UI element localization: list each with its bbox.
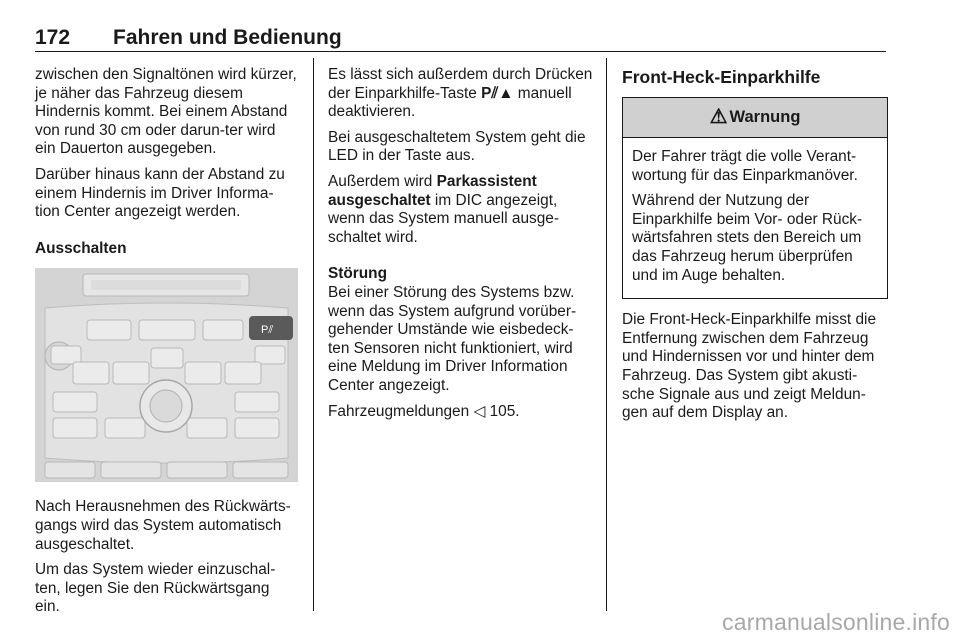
subheading-stoerung: Störung (328, 265, 387, 283)
parking-button-icon (249, 316, 293, 340)
paragraph: Bei ausgeschaltetem System geht die LED in der Taste aus. (328, 128, 586, 165)
warning-header (623, 98, 887, 138)
column-left (35, 66, 298, 624)
chapter-title: Fahren und Bedienung (113, 26, 342, 49)
paragraph: Darüber hinaus kann der Abstand zu einem Hindernis im Driver Informa-tion Center angezeigt werden. (35, 165, 285, 221)
warning-icon: ⚠ (709, 106, 728, 129)
center-console-figure (35, 268, 298, 482)
warning-box (622, 97, 888, 299)
paragraph: Es lässt sich außerdem durch Drücken der Einparkhilfe-Taste P⫽▲ manuell deaktivieren. (328, 66, 593, 121)
warning-text: Während der Nutzung der Einparkhilfe beim Vor- oder Rück-wärtsfahren stets den Bereich um das Fahrzeug herum überprüfen und im Auge behalten. (632, 192, 863, 284)
paragraph: Um das System wieder einzuschal-ten, legen Sie den Rückwärtsgang ein. (35, 561, 276, 616)
subheading-ausschalten: Ausschalten (35, 239, 127, 257)
paragraph: Nach Herausnehmen des Rückwärts-gangs wird das System automatisch ausgeschaltet. (35, 498, 291, 553)
warning-label: Warnung (729, 108, 801, 127)
warning-body (623, 138, 887, 298)
paragraph: Außerdem wird Parkassistent ausgeschaltet im DIC angezeigt, wenn das System manuell ausge-schaltet wird. (328, 172, 559, 246)
column-divider (606, 58, 607, 611)
cross-reference: Fahrzeugmeldungen ◁ 105. (328, 402, 520, 420)
parking-assist-icon: P⫽▲ (481, 84, 514, 102)
paragraph: Die Front-Heck-Einparkhilfe misst die Entfernung zwischen dem Fahrzeug und Hindernissen vor und hinter dem Fahrzeug. Das System gibt akusti-sche Signale aus und zeigt Meldun-gen auf dem Display an. (622, 311, 877, 422)
page-number: 172 (35, 26, 71, 49)
column-middle (328, 66, 594, 428)
column-right (622, 66, 888, 430)
column-divider (313, 58, 314, 611)
warning-text: Der Fahrer trägt die volle Verant-wortung für das Einparkmanöver. (632, 148, 858, 184)
dic-message: Parkassistent ausgeschaltet (328, 172, 537, 209)
paragraph: Bei einer Störung des Systems bzw. wenn das System aufgrund vorüber-gehender Umstände wie eisbedeck-ten Sensoren nicht funktioniert, wird eine Meldung im Driver Information Center angezeigt. (328, 283, 577, 394)
console-illustration (35, 268, 298, 482)
watermark: carmanualsonline.info (722, 609, 950, 635)
svg-text:P⫽: P⫽ (261, 324, 274, 337)
section-title: Front-Heck-Einparkhilfe (622, 67, 821, 87)
paragraph: zwischen den Signaltönen wird kürzer, je näher das Fahrzeug diesem Hindernis kommt. Bei einem Abstand von rund 30 cm oder darun-ter wird ein Dauerton ausgegeben. (35, 66, 297, 158)
page-header (35, 26, 886, 52)
page-ref-icon: ◁ (473, 402, 486, 420)
